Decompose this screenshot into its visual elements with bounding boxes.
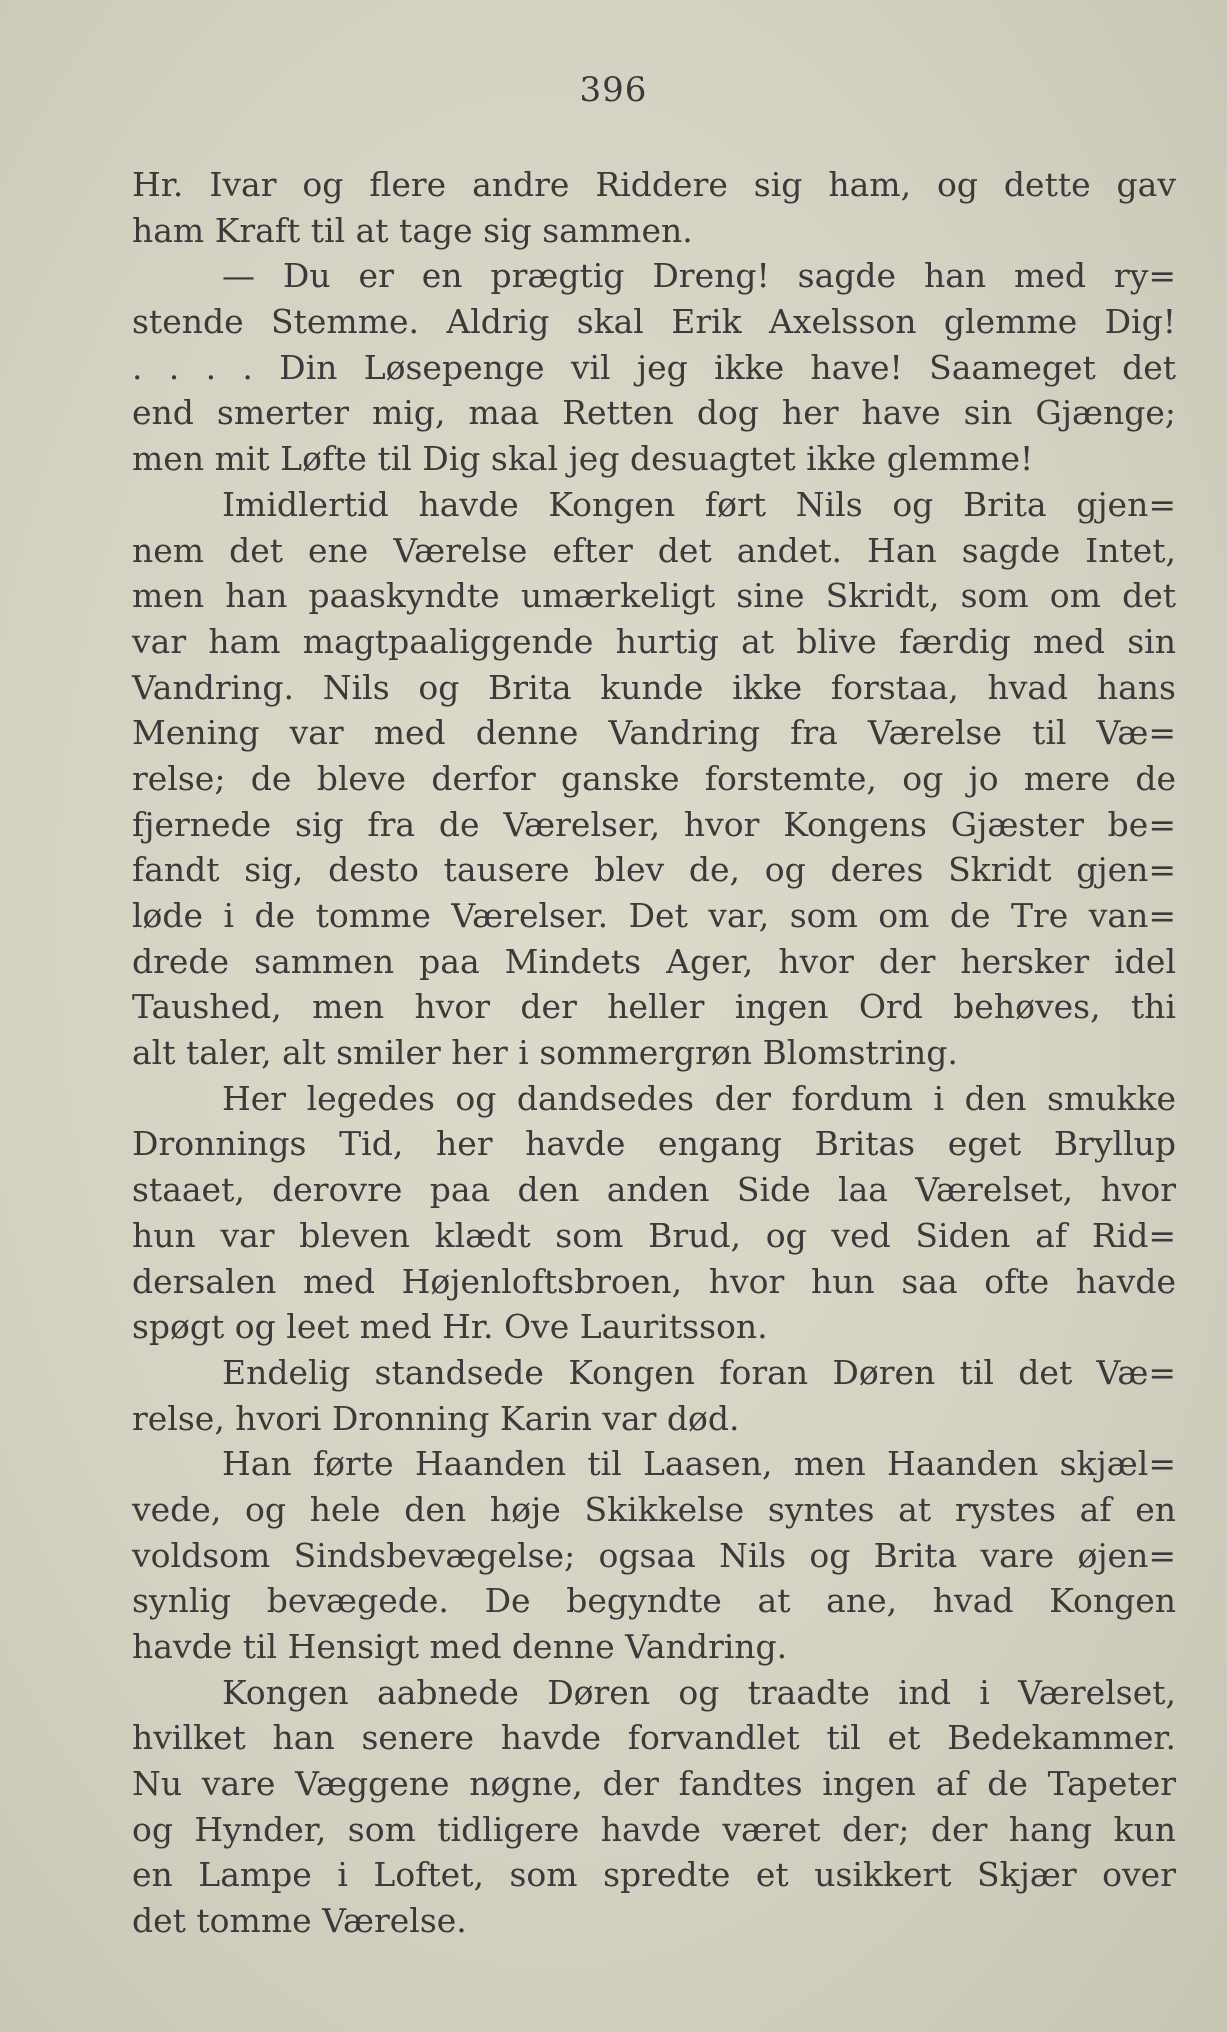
page-number: 396 xyxy=(579,70,648,110)
text-line: voldsom Sindsbevægelse; ogsaa Nils og Brita vare øjen= xyxy=(132,1535,1176,1575)
text-line: staaet, derovre paa den anden Side laa Værelset, hvor xyxy=(132,1170,1176,1210)
text-line: drede sammen paa Mindets Ager, hvor der hersker idel xyxy=(132,941,1176,981)
text-line: . . . . Din Løsepenge vil jeg ikke have! Saameget det xyxy=(132,347,1176,387)
text-line: Vandring. Nils og Brita kunde ikke forstaa, hvad hans xyxy=(132,667,1176,707)
text-line: fandt sig, desto tausere blev de, og deres Skridt gjen= xyxy=(132,850,1176,890)
text-line: hun var bleven klædt som Brud, og ved Siden af Rid= xyxy=(132,1215,1176,1255)
text-line: nem det ene Værelse efter det andet. Han sagde Intet, xyxy=(132,530,1176,570)
paragraph xyxy=(132,482,1176,1076)
text-line: end smerter mig, maa Retten dog her have sin Gjænge; xyxy=(132,393,1176,433)
paragraph xyxy=(132,1441,1176,1669)
paragraph xyxy=(132,1670,1176,1944)
text-line: Nu vare Væggene nøgne, der fandtes ingen af de Tapeter xyxy=(132,1764,1176,1804)
text-line: relse, hvori Dronning Karin var død. xyxy=(132,1398,740,1438)
text-line: Dronnings Tid, her havde engang Britas eget Bryllup xyxy=(132,1124,1176,1164)
text-line: Endelig standsede Kongen foran Døren til det Væ= xyxy=(222,1352,1176,1392)
text-line: alt taler, alt smiler her i sommergrøn Blomstring. xyxy=(132,1033,958,1073)
text-line: Imidlertid havde Kongen ført Nils og Brita gjen= xyxy=(222,484,1176,524)
text-line: en Lampe i Loftet, som spredte et usikkert Skjær over xyxy=(132,1855,1176,1895)
text-line: fjernede sig fra de Værelser, hvor Kongens Gjæster be= xyxy=(132,804,1176,844)
text-line: dersalen med Højenloftsbroen, hvor hun saa ofte havde xyxy=(132,1261,1176,1301)
text-line: men mit Løfte til Dig skal jeg desuagtet ikke glemme! xyxy=(132,439,1034,479)
text-line: men han paaskyndte umærkeligt sine Skridt, som om det xyxy=(132,576,1176,616)
text-line: havde til Hensigt med denne Vandring. xyxy=(132,1627,788,1666)
paragraph xyxy=(132,253,1176,481)
text-line: og Hynder, som tidligere havde været der; der hang kun xyxy=(132,1809,1176,1849)
paragraph xyxy=(132,1076,1176,1350)
text-line: Taushed, men hvor der heller ingen Ord behøves, thi xyxy=(132,987,1176,1027)
text-line: ham Kraft til at tage sig sammen. xyxy=(132,210,693,250)
text-line: vede, og hele den høje Skikkelse syntes at rystes af en xyxy=(132,1489,1176,1529)
text-line: relse; de bleve derfor ganske forstemte, og jo mere de xyxy=(132,758,1176,798)
text-line: spøgt og leet med Hr. Ove Lauritsson. xyxy=(132,1307,768,1347)
text-line: Mening var med denne Vandring fra Værelse til Væ= xyxy=(132,713,1176,753)
text-line: Kongen aabnede Døren og traadte ind i Værelset, xyxy=(222,1672,1176,1712)
text-line: synlig bevægede. De begyndte at ane, hvad Kongen xyxy=(132,1581,1176,1621)
text-line: Her legedes og dandsedes der fordum i den smukke xyxy=(222,1078,1176,1118)
text-line: hvilket han senere havde forvandlet til et Bedekammer. xyxy=(132,1718,1176,1758)
paragraph xyxy=(132,162,1176,253)
text-line: stende Stemme. Aldrig skal Erik Axelsson glemme Dig! xyxy=(132,302,1176,342)
paragraph xyxy=(132,1350,1176,1441)
text-line: Han førte Haanden til Laasen, men Haanden skjæl= xyxy=(222,1444,1176,1484)
text-line: Hr. Ivar og flere andre Riddere sig ham, og dette gav xyxy=(132,165,1176,204)
text-line: det tomme Værelse. xyxy=(132,1901,467,1941)
body-text xyxy=(132,162,1176,1944)
text-line: — Du er en prægtig Dreng! sagde han med ry= xyxy=(222,256,1176,296)
text-line: løde i de tomme Værelser. Det var, som om de Tre van= xyxy=(132,896,1176,935)
text-line: var ham magtpaaliggende hurtig at blive færdig med sin xyxy=(132,621,1176,661)
